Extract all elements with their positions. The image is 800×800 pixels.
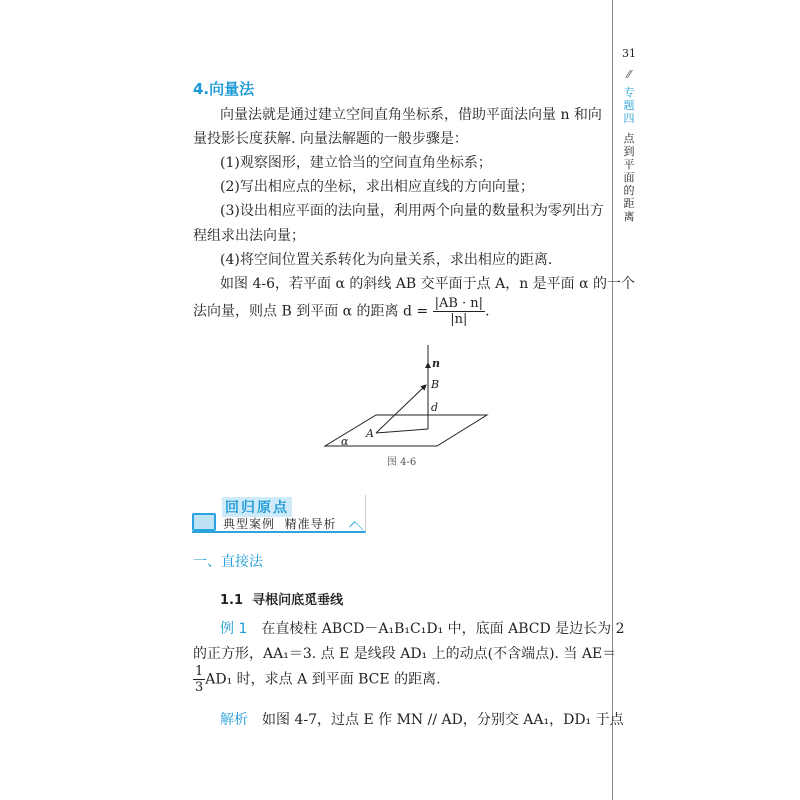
projection-line [376, 429, 428, 433]
text-line: 如图 4-6，若平面 α 的斜线 AB 交平面于点 A，n 是平面 α 的一个 [220, 276, 636, 292]
example-text: AD₁ 时，求点 A 到平面 BCE 的距离. [205, 671, 441, 688]
label-a: A [366, 427, 374, 440]
example-label: 例 1 [220, 621, 248, 637]
text-line: 程组求出法向量； [193, 228, 305, 244]
subsection-heading: 1.1 寻根问底觅垂线 [220, 593, 344, 608]
text-line: (1)观察图形，建立恰当的空间直角坐标系； [220, 155, 492, 171]
slash-divider: ⁄⁄ [627, 68, 631, 81]
example-line: 的正方形，AA₁＝3. 点 E 是线段 AD₁ 上的动点(不含端点). 当 AE＝ [193, 646, 617, 662]
text-line: 量投影长度获解. 向量法解题的一般步骤是： [193, 131, 468, 147]
fraction-denominator: |n| [450, 312, 468, 327]
book-icon [192, 513, 216, 531]
text-line: (3)设出相应平面的法向量，利用两个向量的数量积为零列出方 [220, 203, 604, 219]
section-heading-vector: 4.向量法 [193, 80, 255, 98]
section-heading-direct: 一、直接法 [193, 554, 263, 570]
figure-caption: 图 4-6 [387, 457, 417, 468]
label-n: n [432, 357, 440, 370]
side-title: 点到平面的距离 [623, 132, 635, 223]
vector-ab [376, 385, 426, 433]
section-banner [192, 495, 366, 533]
fraction-denominator: 3 [195, 680, 204, 695]
fraction-numerator: 1 [195, 664, 204, 679]
example-text: 在直棱柱 ABCD－A₁B₁C₁D₁ 中，底面 ABCD 是边长为 2 [261, 621, 625, 637]
example-line [193, 664, 441, 695]
text-line: 向量法就是通过建立空间直角坐标系，借助平面法向量 n 和向 [220, 107, 602, 123]
analysis-label: 解析 [220, 712, 248, 728]
banner-subtitle: 典型案例 精准导析 [223, 517, 337, 531]
formula-suffix: . [485, 303, 490, 320]
label-d: d [431, 401, 439, 414]
text-line: (4)将空间位置关系转化为向量关系，求出相应的距离. [220, 252, 553, 268]
banner-title: 回归原点 [222, 497, 292, 517]
analysis-line [220, 709, 624, 729]
example-line [220, 618, 625, 638]
one-third-fraction [193, 664, 205, 695]
analysis-text: 如图 4-7，过点 E 作 MN // AD，分别交 AA₁，DD₁ 于点 [262, 712, 624, 728]
page-number: 31 [622, 47, 636, 60]
label-alpha: α [341, 435, 349, 448]
fraction-numerator: |AB · n| [434, 296, 484, 311]
text-line: (2)写出相应点的坐标，求出相应直线的方向向量； [220, 179, 534, 195]
label-b: B [431, 378, 440, 391]
formula-prefix: 法向量，则点 B 到平面 α 的距离 d = [193, 303, 429, 320]
side-topic: 专题四 [623, 86, 635, 125]
